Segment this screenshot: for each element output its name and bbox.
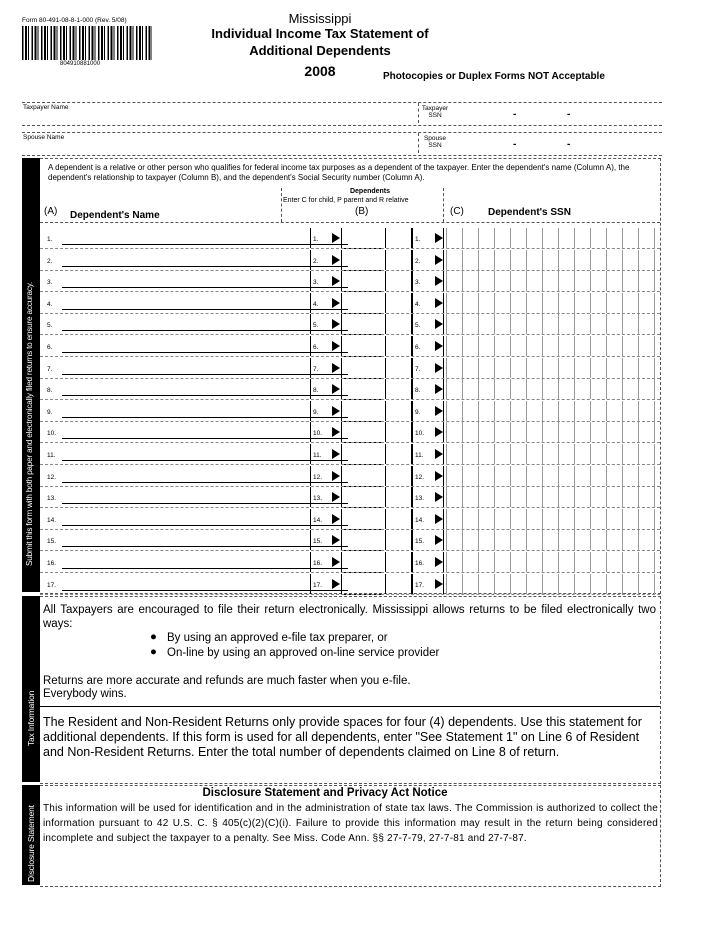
efile-benefits-line2: Everybody wins. bbox=[43, 688, 127, 700]
row-number: 10. bbox=[313, 430, 323, 437]
disclosure-text: This information will be used for identification and in the administration of state tax laws. The Commission is authorized to collect the information pursuant to 42 U.S. C. § 405(c)(2)(C)(i). Failure to provide this information may result in the return being considered incomplete and subject the taxpayer to a penalty. See Miss. Code Ann. §§ 27-7-79, 27-7-81 and 27-7-87. bbox=[43, 803, 658, 844]
row-divider bbox=[40, 356, 660, 357]
row-number: 13. bbox=[415, 495, 425, 502]
row-number: 3. bbox=[47, 279, 53, 286]
row-divider bbox=[40, 550, 660, 551]
row-number: 9. bbox=[415, 409, 421, 416]
arrow-icon bbox=[332, 298, 340, 308]
arrow-icon bbox=[332, 406, 340, 416]
arrow-icon bbox=[435, 514, 443, 524]
spouse-ssn-field[interactable] bbox=[418, 133, 663, 153]
dependent-row bbox=[40, 228, 660, 249]
dependent-name-field[interactable] bbox=[62, 417, 348, 418]
ssn-separator: - bbox=[513, 109, 517, 120]
entry-box bbox=[385, 530, 412, 550]
statement-instructions: The Resident and Non-Resident Returns only provide spaces for four (4) dependents. Use this statement for additional dependents. If this form is used for all dependents, enter "See Statement 1" on Line 6 of Resident and Non-Resident Returns. Enter the total number of dependents claimed on Line 8 of return. bbox=[43, 715, 642, 759]
dependent-row bbox=[40, 314, 660, 335]
relationship-field[interactable] bbox=[342, 228, 382, 249]
dependent-ssn-field[interactable] bbox=[446, 314, 660, 334]
column-b-letter: (B) bbox=[355, 206, 369, 217]
arrow-icon bbox=[435, 557, 443, 567]
dependents-title: Dependents bbox=[349, 188, 391, 195]
entry-box bbox=[385, 466, 412, 486]
dependent-ssn-field[interactable] bbox=[446, 444, 660, 464]
entry-box bbox=[385, 574, 412, 594]
state-name: Mississippi bbox=[288, 11, 352, 26]
arrow-icon bbox=[435, 427, 443, 437]
row-number: 9. bbox=[47, 409, 53, 416]
column-c-letter: (C) bbox=[450, 206, 464, 217]
dependent-name-field[interactable] bbox=[62, 330, 348, 331]
dependent-ssn-field[interactable] bbox=[446, 422, 660, 442]
barcode bbox=[22, 26, 152, 60]
dependent-row bbox=[40, 250, 660, 271]
row-divider bbox=[40, 291, 660, 292]
row-number: 16. bbox=[47, 560, 57, 567]
entry-box bbox=[385, 336, 412, 356]
relationship-field[interactable] bbox=[342, 574, 382, 595]
efile-benefits bbox=[43, 675, 411, 701]
disclosure-sidebar bbox=[22, 785, 40, 885]
entry-box bbox=[385, 379, 412, 399]
dependent-name-field[interactable] bbox=[62, 438, 348, 439]
dependent-name-field[interactable] bbox=[62, 546, 348, 547]
dependent-row bbox=[40, 552, 660, 573]
dependent-name-field[interactable] bbox=[62, 482, 348, 483]
dependent-name-field[interactable] bbox=[62, 309, 348, 310]
relationship-field[interactable] bbox=[342, 444, 382, 465]
row-number: 2. bbox=[313, 258, 319, 265]
dependent-row bbox=[40, 379, 660, 400]
row-number: 12. bbox=[415, 474, 425, 481]
arrow-icon bbox=[332, 492, 340, 502]
sidebar-submit-text: Submit this form with both paper and electronically filed returns to ensure accuracy. bbox=[25, 281, 34, 566]
arrow-icon bbox=[332, 449, 340, 459]
row-number: 6. bbox=[415, 344, 421, 351]
entry-box bbox=[385, 250, 412, 270]
column-a-label: Dependent's Name bbox=[70, 210, 160, 221]
relationship-field[interactable] bbox=[342, 293, 382, 314]
bullet-online-provider: On-line by using an approved on-line service provider bbox=[167, 647, 440, 659]
spouse-row bbox=[22, 132, 662, 156]
entry-box bbox=[385, 293, 412, 313]
relationship-field[interactable] bbox=[342, 422, 382, 443]
arrow-icon bbox=[435, 255, 443, 265]
row-number: 17. bbox=[47, 582, 57, 589]
row-number: 15. bbox=[47, 538, 57, 545]
dependent-ssn-field[interactable] bbox=[446, 336, 660, 356]
photocopy-notice: Photocopies or Duplex Forms NOT Acceptable bbox=[383, 71, 605, 82]
arrow-icon bbox=[435, 341, 443, 351]
dependent-name-field[interactable] bbox=[62, 352, 348, 353]
row-number: 2. bbox=[47, 258, 53, 265]
row-number: 1. bbox=[415, 236, 421, 243]
relationship-field[interactable] bbox=[342, 487, 382, 508]
dependents-instructions: A dependent is a relative or other person who qualifies for federal income tax purposes as a dependent of the taxpayer. Enter the dependent's name (Column A), the dependent's relationship to taxpayer (Column B), and the dependent's Social Security number (Column A). bbox=[48, 163, 630, 182]
dependent-ssn-field[interactable] bbox=[446, 271, 660, 291]
dependent-name-field[interactable] bbox=[62, 568, 348, 569]
arrow-icon bbox=[332, 384, 340, 394]
row-number: 11. bbox=[415, 452, 424, 459]
row-number: 2. bbox=[415, 258, 421, 265]
bullet-efile-preparer: By using an approved e-file tax preparer, or bbox=[167, 632, 388, 644]
column-divider bbox=[281, 188, 283, 222]
entry-box bbox=[385, 228, 412, 248]
row-number: 11. bbox=[313, 452, 322, 459]
efile-benefits-line1: Returns are more accurate and refunds are much faster when you e-file. bbox=[43, 675, 411, 687]
row-number: 14. bbox=[415, 517, 425, 524]
dependent-name-field[interactable] bbox=[62, 525, 348, 526]
row-number: 3. bbox=[313, 279, 319, 286]
row-number: 5. bbox=[47, 322, 53, 329]
row-divider bbox=[40, 399, 660, 400]
entry-box bbox=[385, 552, 412, 572]
row-divider bbox=[40, 334, 660, 335]
entry-box bbox=[385, 401, 412, 421]
arrow-icon bbox=[332, 471, 340, 481]
relationship-field[interactable] bbox=[342, 314, 382, 335]
row-number: 8. bbox=[415, 387, 421, 394]
spouse-name-field[interactable] bbox=[22, 141, 416, 154]
arrow-icon bbox=[435, 384, 443, 394]
ssn-separator: - bbox=[567, 139, 571, 150]
row-number: 1. bbox=[47, 236, 53, 243]
spouse-ssn-label-2: SSN bbox=[428, 142, 442, 149]
arrow-icon bbox=[332, 319, 340, 329]
row-divider bbox=[40, 442, 660, 443]
bullet-dot: ● bbox=[150, 646, 157, 658]
dependent-row bbox=[40, 358, 660, 379]
spouse-ssn-label-1: Spouse bbox=[423, 135, 447, 142]
row-number: 13. bbox=[47, 495, 57, 502]
row-number: 3. bbox=[415, 279, 421, 286]
arrow-icon bbox=[332, 579, 340, 589]
row-number: 8. bbox=[47, 387, 53, 394]
arrow-icon bbox=[435, 579, 443, 589]
taxpayer-name-field[interactable] bbox=[22, 111, 416, 124]
arrow-icon bbox=[332, 255, 340, 265]
row-number: 4. bbox=[415, 301, 421, 308]
arrow-icon bbox=[332, 535, 340, 545]
taxpayer-ssn-label-2: SSN bbox=[428, 112, 442, 119]
row-number: 6. bbox=[47, 344, 53, 351]
arrow-icon bbox=[435, 276, 443, 286]
dependent-ssn-field[interactable] bbox=[446, 250, 660, 270]
dependents-sidebar bbox=[22, 158, 40, 592]
row-number: 14. bbox=[47, 517, 57, 524]
column-header-divider bbox=[40, 222, 660, 223]
arrow-icon bbox=[332, 557, 340, 567]
row-number: 7. bbox=[415, 366, 421, 373]
arrow-icon bbox=[435, 298, 443, 308]
relationship-field[interactable] bbox=[342, 358, 382, 379]
row-number: 16. bbox=[415, 560, 425, 567]
entry-box bbox=[385, 358, 412, 378]
relationship-field[interactable] bbox=[342, 509, 382, 530]
row-number: 8. bbox=[313, 387, 319, 394]
dependent-row bbox=[40, 574, 660, 595]
taxpayer-name-label: Taxpayer Name bbox=[23, 104, 69, 111]
row-number: 13. bbox=[313, 495, 323, 502]
dependent-row bbox=[40, 422, 660, 443]
dependent-name-field[interactable] bbox=[62, 244, 348, 245]
taxpayer-ssn-label-1: Taxpayer bbox=[421, 105, 449, 112]
row-number: 10. bbox=[415, 430, 425, 437]
entry-box bbox=[385, 314, 412, 334]
row-number: 12. bbox=[47, 474, 57, 481]
tax-year: 2008 bbox=[304, 63, 336, 79]
dependent-ssn-field[interactable] bbox=[446, 552, 660, 572]
dependent-ssn-field[interactable] bbox=[446, 358, 660, 378]
form-number: Form 80-491-08-8-1-000 (Rev. 5/08) bbox=[22, 17, 127, 24]
relationship-field[interactable] bbox=[342, 530, 382, 551]
row-number: 4. bbox=[313, 301, 319, 308]
relationship-field[interactable] bbox=[342, 552, 382, 573]
info-divider bbox=[40, 706, 660, 707]
row-number: 1. bbox=[313, 236, 319, 243]
efile-paragraph: All Taxpayers are encouraged to file their return electronically. Mississippi allows returns to be filed electronically two ways: bbox=[43, 604, 656, 630]
dependent-ssn-field[interactable] bbox=[446, 487, 660, 507]
row-number: 10. bbox=[47, 430, 57, 437]
dependent-name-field[interactable] bbox=[62, 374, 348, 375]
arrow-icon bbox=[435, 535, 443, 545]
column-divider bbox=[443, 188, 445, 222]
relationship-field[interactable] bbox=[342, 379, 382, 400]
relationship-field[interactable] bbox=[342, 250, 382, 271]
row-number: 7. bbox=[313, 366, 319, 373]
entry-box bbox=[385, 422, 412, 442]
row-divider bbox=[40, 594, 660, 595]
form-title-line2: Additional Dependents bbox=[249, 43, 391, 58]
row-number: 17. bbox=[313, 582, 323, 589]
taxpayer-ssn-field[interactable] bbox=[418, 103, 663, 123]
relationship-field[interactable] bbox=[342, 336, 382, 357]
dependent-ssn-field[interactable] bbox=[446, 574, 660, 594]
sidebar-tax-info: Tax Information bbox=[26, 690, 36, 746]
spouse-name-label: Spouse Name bbox=[23, 134, 65, 141]
arrow-icon bbox=[332, 341, 340, 351]
row-divider bbox=[40, 464, 660, 465]
ssn-separator: - bbox=[567, 109, 571, 120]
arrow-icon bbox=[435, 406, 443, 416]
row-number: 6. bbox=[313, 344, 319, 351]
arrow-icon bbox=[435, 233, 443, 243]
row-number: 17. bbox=[415, 582, 425, 589]
row-divider bbox=[40, 248, 660, 249]
entry-box bbox=[385, 444, 412, 464]
relationship-field[interactable] bbox=[342, 466, 382, 487]
entry-box bbox=[385, 509, 412, 529]
arrow-icon bbox=[435, 449, 443, 459]
row-number: 7. bbox=[47, 366, 53, 373]
row-divider bbox=[40, 572, 660, 573]
ssn-separator: - bbox=[513, 139, 517, 150]
arrow-icon bbox=[332, 233, 340, 243]
dependent-name-field[interactable] bbox=[62, 287, 348, 288]
row-number: 5. bbox=[313, 322, 319, 329]
disclosure-title: Disclosure Statement and Privacy Act Notice bbox=[202, 787, 448, 799]
arrow-icon bbox=[435, 363, 443, 373]
relationship-field[interactable] bbox=[342, 271, 382, 292]
dependent-ssn-field[interactable] bbox=[446, 509, 660, 529]
dependent-row bbox=[40, 271, 660, 292]
dependent-name-field[interactable] bbox=[62, 266, 348, 267]
dependent-row bbox=[40, 530, 660, 551]
row-number: 4. bbox=[47, 301, 53, 308]
arrow-icon bbox=[332, 514, 340, 524]
dependent-ssn-field[interactable] bbox=[446, 379, 660, 399]
dependent-name-field[interactable] bbox=[62, 503, 348, 504]
entry-box bbox=[385, 271, 412, 291]
row-number: 9. bbox=[313, 409, 319, 416]
dependent-name-field[interactable] bbox=[62, 395, 348, 396]
dependent-row bbox=[40, 509, 660, 530]
dependent-row bbox=[40, 444, 660, 465]
row-divider bbox=[40, 507, 660, 508]
dependent-ssn-field[interactable] bbox=[446, 293, 660, 313]
dependent-row bbox=[40, 293, 660, 314]
tax-info-sidebar bbox=[22, 596, 40, 782]
row-number: 15. bbox=[313, 538, 323, 545]
arrow-icon bbox=[435, 319, 443, 329]
dependent-row bbox=[40, 466, 660, 487]
arrow-icon bbox=[435, 471, 443, 481]
dependent-ssn-field[interactable] bbox=[446, 530, 660, 550]
row-number: 14. bbox=[313, 517, 323, 524]
entry-box bbox=[385, 487, 412, 507]
row-number: 16. bbox=[313, 560, 323, 567]
row-number: 11. bbox=[47, 452, 56, 459]
dependent-ssn-field[interactable] bbox=[446, 228, 660, 248]
column-c-label: Dependent's SSN bbox=[488, 207, 571, 218]
dependent-ssn-field[interactable] bbox=[446, 466, 660, 486]
dependent-name-field[interactable] bbox=[62, 460, 348, 461]
bullet-dot: ● bbox=[150, 631, 157, 643]
barcode-number: 804910881000 bbox=[60, 61, 101, 67]
arrow-icon bbox=[332, 427, 340, 437]
form-title-line1: Individual Income Tax Statement of bbox=[211, 26, 429, 41]
arrow-icon bbox=[435, 492, 443, 502]
taxpayer-row bbox=[22, 102, 662, 126]
column-a-letter: (A) bbox=[44, 206, 58, 217]
dependent-row bbox=[40, 336, 660, 357]
row-number: 5. bbox=[415, 322, 421, 329]
dependent-ssn-field[interactable] bbox=[446, 401, 660, 421]
sidebar-disclosure: Disclosure Statement bbox=[26, 805, 36, 882]
dependents-note: Enter C for child, P parent and R relative bbox=[283, 197, 409, 204]
arrow-icon bbox=[332, 276, 340, 286]
dependent-name-field[interactable] bbox=[62, 590, 348, 591]
dependent-row bbox=[40, 401, 660, 422]
dependent-row bbox=[40, 487, 660, 508]
row-number: 15. bbox=[415, 538, 425, 545]
row-number: 12. bbox=[313, 474, 323, 481]
relationship-field[interactable] bbox=[342, 401, 382, 422]
arrow-icon bbox=[332, 363, 340, 373]
